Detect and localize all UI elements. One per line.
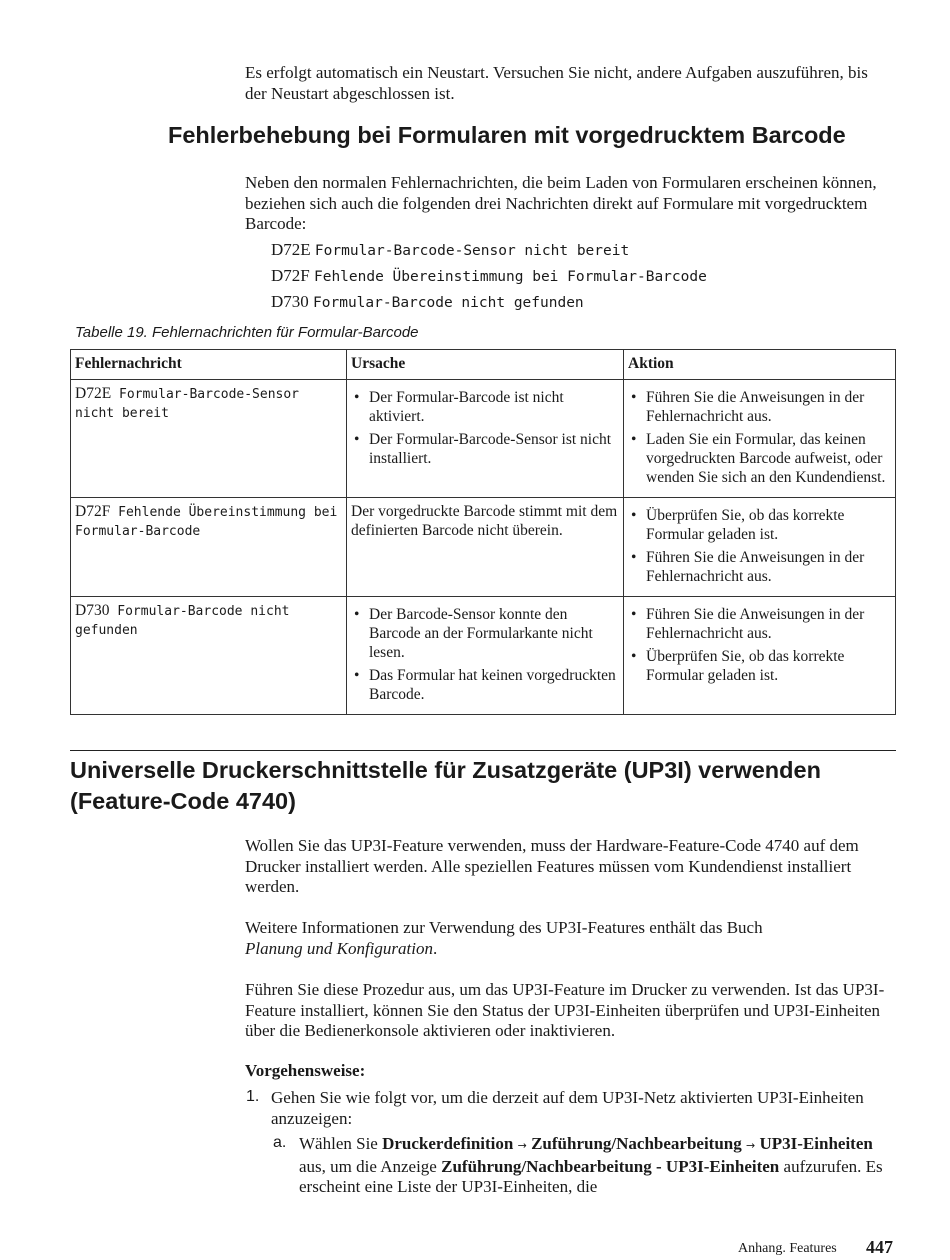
error-message-table	[70, 349, 896, 715]
action-cell	[624, 498, 896, 597]
table-caption: Tabelle 19. Fehlernachrichten für Formular-Barcode	[75, 324, 419, 341]
up3i-paragraph-2: Weitere Informationen zur Verwendung des UP3I-Features enthält das Buch Planung und Konfiguration.	[245, 918, 763, 958]
barcode-intro-paragraph: Neben den normalen Fehlernachrichten, die beim Laden von Formularen erscheinen können, beziehen sich auch die folgenden drei Nachrichten direkt auf Formulare mit vorgedrucktem Barcode:	[245, 173, 877, 233]
column-header-cause: Ursache	[347, 350, 624, 380]
footer-section-title: Anhang. Features	[738, 1241, 837, 1256]
action-cell	[624, 597, 896, 715]
page-number: 447	[866, 1237, 893, 1257]
message-cell: D72E Formular-Barcode-Sensor nicht bereit	[71, 380, 347, 498]
menu-path-printer-definition: Druckerdefinition	[382, 1134, 514, 1153]
book-title: Planung und Konfiguration	[245, 938, 433, 958]
message-text: Fehlende Übereinstimmung bei Formular-Barcode	[313, 269, 707, 285]
substep-a-text: Wählen Sie Druckerdefinition → Zuführung/Nachbearbeitung → UP3I-Einheiten aus, um die Anzeige Zuführung/Nachbearbeitung - UP3I-Einheiten aufzurufen. Es erscheint eine Liste der UP3I-Einheiten, die	[299, 1134, 883, 1196]
list-item: • Führen Sie die Anweisungen in der Fehlernachricht aus.	[646, 605, 891, 643]
message-text: Formular-Barcode nicht gefunden	[313, 295, 584, 311]
cause-cell	[347, 597, 624, 715]
table-row	[71, 597, 896, 715]
up3i-paragraph-1: Wollen Sie das UP3I-Feature verwenden, muss der Hardware-Feature-Code 4740 auf dem Drucker installiert werden. Alle speziellen Features müssen vom Kundendienst installiert werden.	[245, 836, 859, 896]
screen-name: Zuführung/Nachbearbeitung - UP3I-Einheiten	[441, 1156, 780, 1176]
message-code: D730	[271, 292, 309, 311]
action-cell	[624, 380, 896, 498]
list-item: • Laden Sie ein Formular, das keinen vorgedruckten Barcode aufweist, oder wenden Sie sich an den Kundendienst.	[646, 430, 891, 487]
message-line-d730	[271, 292, 584, 312]
message-line-d72e	[271, 240, 629, 260]
menu-path-feeding: Zuführung/Nachbearbeitung	[531, 1134, 742, 1153]
message-text: Formular-Barcode-Sensor nicht bereit	[314, 243, 630, 259]
table-header-row	[71, 350, 896, 380]
list-item: • Überprüfen Sie, ob das korrekte Formular geladen ist.	[646, 647, 891, 685]
cause-cell: Der vorgedruckte Barcode stimmt mit dem definierten Barcode nicht überein.	[347, 498, 624, 597]
cause-cell	[347, 380, 624, 498]
message-cell: D72F Fehlende Übereinstimmung bei Formular-Barcode	[71, 498, 347, 597]
arrow-right-icon: →	[746, 1139, 756, 1152]
message-code: D72F	[271, 266, 310, 285]
step-number: 1.	[246, 1088, 260, 1105]
substep-letter: a.	[273, 1134, 287, 1151]
up3i-paragraph-3: Führen Sie diese Prozedur aus, um das UP3I-Feature im Drucker zu verwenden. Ist das UP3I-Feature installiert, können Sie den Status der UP3I-Einheiten überprüfen und UP3I-Einheiten über die Bedienerkonsole aktivieren oder inaktivieren.	[245, 980, 885, 1040]
list-item: • Der Barcode-Sensor konnte den Barcode an der Formularkante nicht lesen.	[369, 605, 619, 662]
menu-path-up3i-units: UP3I-Einheiten	[759, 1134, 873, 1153]
section-divider	[70, 750, 896, 751]
section-heading-up3i: Universelle Druckerschnittstelle für Zusatzgeräte (UP3I) verwenden (Feature-Code 4740)	[70, 757, 821, 814]
list-item: • Das Formular hat keinen vorgedruckten Barcode.	[369, 666, 619, 704]
message-cell: D730 Formular-Barcode nicht gefunden	[71, 597, 347, 715]
section-heading-barcode: Fehlerbehebung bei Formularen mit vorgedrucktem Barcode	[168, 122, 846, 148]
table-row	[71, 498, 896, 597]
message-line-d72f	[271, 266, 707, 286]
list-item: • Der Formular-Barcode ist nicht aktiviert.	[369, 388, 619, 426]
arrow-right-icon: →	[517, 1139, 527, 1152]
column-header-message: Fehlernachricht	[71, 350, 347, 380]
column-header-action: Aktion	[624, 350, 896, 380]
list-item: • Führen Sie die Anweisungen in der Fehlernachricht aus.	[646, 388, 891, 426]
message-code: D72E	[271, 240, 311, 259]
list-item: • Führen Sie die Anweisungen in der Fehlernachricht aus.	[646, 548, 891, 586]
step-1-text: Gehen Sie wie folgt vor, um die derzeit auf dem UP3I-Netz aktivierten UP3I-Einheiten anzuzeigen:	[271, 1088, 864, 1128]
table-row	[71, 380, 896, 498]
list-item: • Der Formular-Barcode-Sensor ist nicht installiert.	[369, 430, 619, 468]
intro-paragraph: Es erfolgt automatisch ein Neustart. Versuchen Sie nicht, andere Aufgaben auszuführen, bis der Neustart abgeschlossen ist.	[245, 63, 868, 103]
list-item: • Überprüfen Sie, ob das korrekte Formular geladen ist.	[646, 506, 891, 544]
procedure-label: Vorgehensweise:	[245, 1061, 366, 1080]
